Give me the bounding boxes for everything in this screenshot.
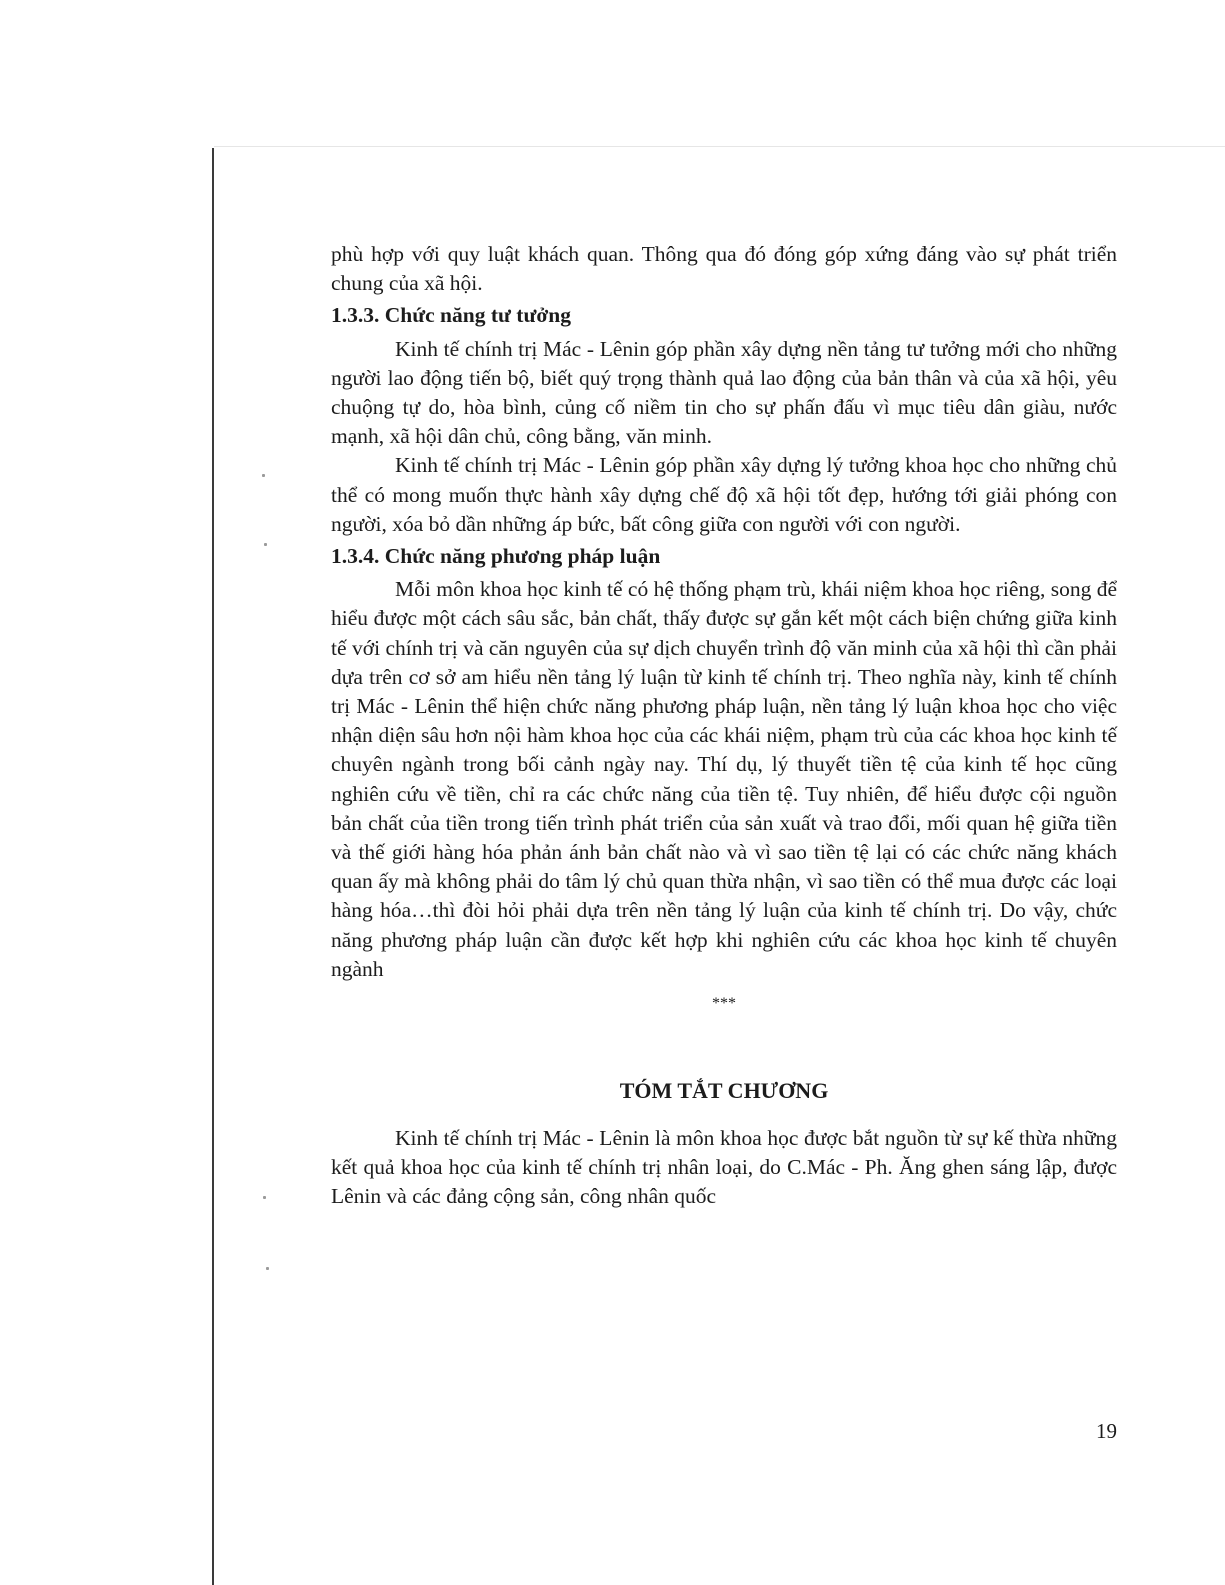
scan-mark	[262, 474, 265, 477]
paragraph: Kinh tế chính trị Mác - Lênin góp phần xây dựng nền tảng tư tưởng mới cho những người lao động tiến bộ, biết quý trọng thành quả lao động của bản thân và của xã hội, yêu chuộng tự do, hòa bình, củng cố niềm tin cho sự phấn đấu vì mục tiêu dân giàu, nước mạnh, xã hội dân chủ, công bằng, văn minh.	[331, 336, 1117, 449]
paragraph: Kinh tế chính trị Mác - Lênin góp phần xây dựng lý tưởng khoa học cho những chủ thể có mong muốn thực hành xây dựng chế độ xã hội tốt đẹp, hướng tới giải phóng con người, xóa bỏ dần những áp bức, bất công giữa con người với con người.	[331, 453, 1117, 536]
scan-edge-left	[212, 148, 214, 1585]
scan-mark	[266, 1267, 269, 1270]
section-heading: 1.3.3. Chức năng tư tưởng	[331, 303, 571, 328]
paragraph: Kinh tế chính trị Mác - Lênin là môn khoa học được bắt nguồn từ sự kế thừa những kết quả khoa học của kinh tế chính trị nhân loại, do C.Mác - Ph. Ăng ghen sáng lập, được Lênin và các đảng cộng sản, công nhân quốc	[331, 1126, 1117, 1209]
page-body	[331, 240, 1117, 1212]
section-separator: ***	[712, 995, 736, 1013]
chapter-summary-heading: TÓM TẮT CHƯƠNG	[619, 1078, 829, 1104]
paragraph: Mỗi môn khoa học kinh tế có hệ thống phạm trù, khái niệm khoa học riêng, song để hiểu được một cách sâu sắc, bản chất, thấy được sự gắn kết một cách biện chứng giữa kinh tế với chính trị và căn nguyên của sự dịch chuyển trình độ văn minh của xã hội thì cần phải dựa trên cơ sở am hiểu nền tảng lý luận từ kinh tế chính trị. Theo nghĩa này, kinh tế chính trị Mác - Lênin thể hiện chức năng phương pháp luận, nền tảng lý luận khoa học cho việc nhận diện sâu hơn nội hàm khoa học của các khái niệm, phạm trù của các khoa học kinh tế chuyên ngành trong bối cảnh ngày nay. Thí dụ, lý thuyết tiền tệ của kinh tế học cũng nghiên cứu về tiền, chỉ ra các chức năng của tiền tệ. Tuy nhiên, để hiểu được cội nguồn bản chất của tiền trong tiến trình phát triển của sản xuất và trao đổi, mối quan hệ giữa tiền và thế giới hàng hóa phản ánh bản chất nào và vì sao tiền tệ lại có các chức năng khách quan ấy mà không phải do tâm lý chủ quan thừa nhận, vì sao tiền có thể mua được các loại hàng hóa…thì đòi hỏi phải dựa trên nền tảng lý luận của kinh tế chính trị. Do vậy, chức năng phương pháp luận cần được kết hợp khi nghiên cứu các khoa học kinh tế chuyên ngành	[331, 577, 1117, 981]
scan-mark	[264, 543, 267, 546]
scan-mark	[263, 1196, 266, 1199]
scan-edge-top	[214, 146, 1225, 147]
section-heading: 1.3.4. Chức năng phương pháp luận	[331, 544, 661, 569]
paragraph: phù hợp với quy luật khách quan. Thông qua đó đóng góp xứng đáng vào sự phát triển chung của xã hội.	[331, 242, 1117, 296]
page-number: 19	[1096, 1419, 1117, 1443]
